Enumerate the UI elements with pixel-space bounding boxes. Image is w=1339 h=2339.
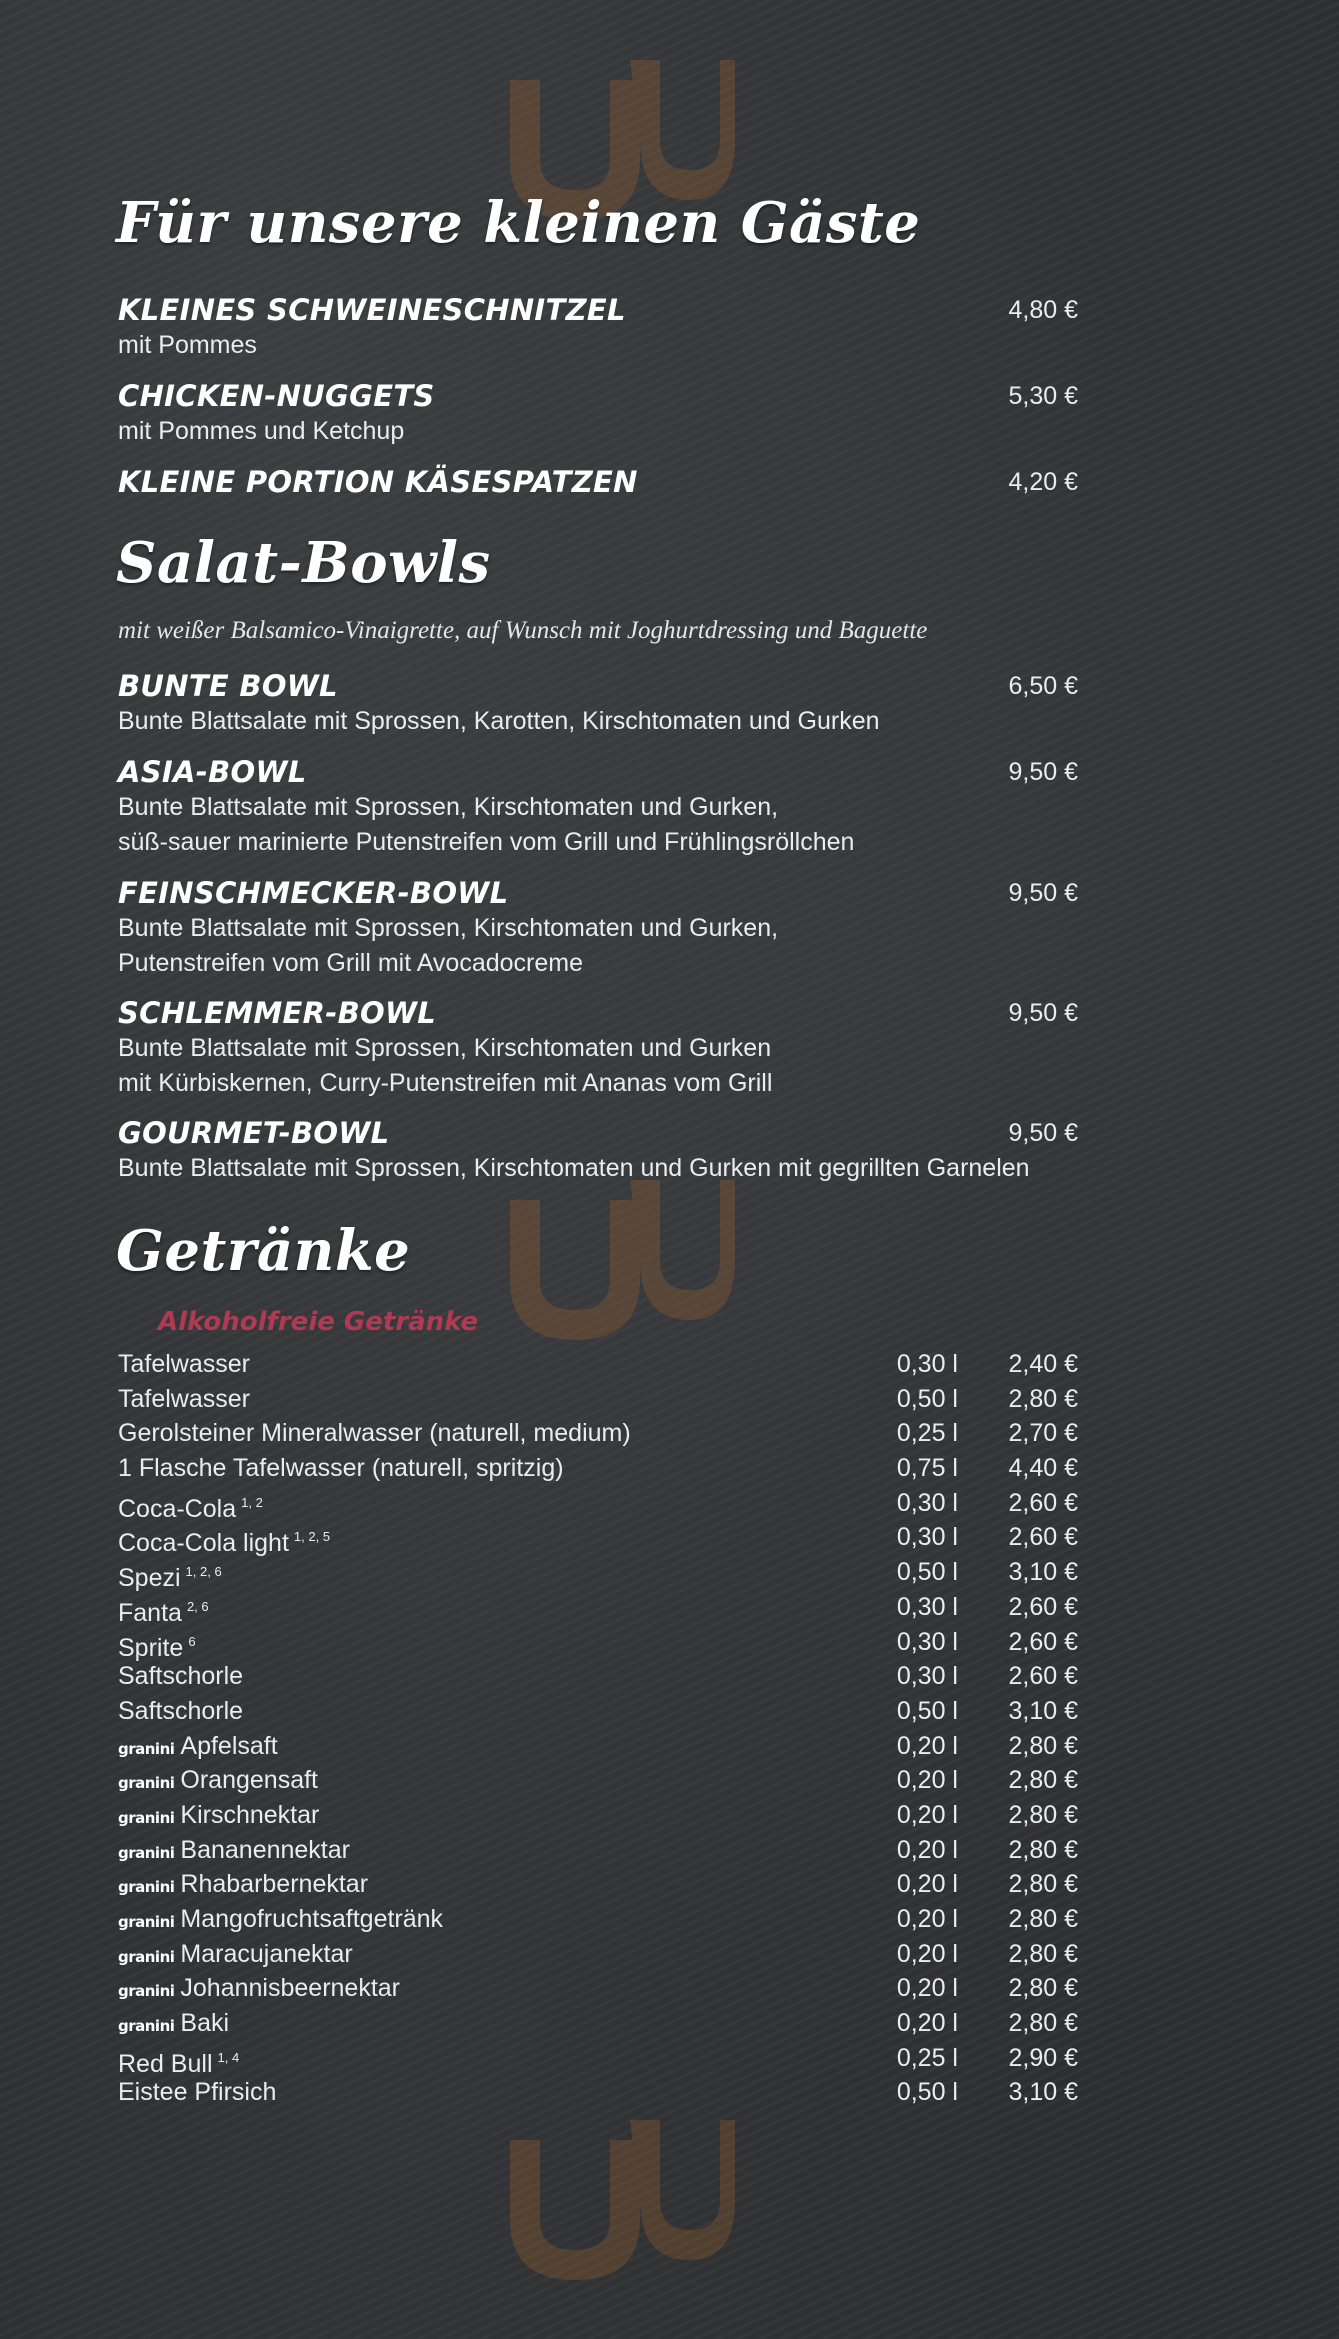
drink-volume: 0,25 l <box>896 2043 958 2072</box>
drink-price: 4,40 € <box>1008 1454 1078 1483</box>
drink-row <box>118 1867 1078 1902</box>
drink-name: Maracujanektar <box>180 1939 353 1968</box>
drink-name: Tafelwasser <box>118 1384 250 1413</box>
menu-item <box>118 464 1078 500</box>
item-name: CHICKEN-NUGGETS <box>118 379 435 413</box>
drink-volume: 0,20 l <box>896 1800 958 1829</box>
allergen-footnote: 1, 2 <box>241 1494 263 1510</box>
item-description: Putenstreifen vom Grill mit Avocadocreme <box>118 949 584 977</box>
item-name: FEINSCHMECKER-BOWL <box>118 876 509 910</box>
item-name: BUNTE BOWL <box>118 669 338 703</box>
item-price: 4,20 € <box>1008 468 1078 496</box>
drink-name: Bananennektar <box>180 1835 350 1864</box>
drink-price: 2,80 € <box>1008 1384 1078 1413</box>
item-price: 5,30 € <box>1008 382 1078 410</box>
drink-price: 2,80 € <box>1008 1905 1078 1933</box>
menu-item <box>118 668 1078 739</box>
drink-name: Mangofruchtsaftgetränk <box>180 1905 444 1933</box>
section-title-drinks: Getränke <box>116 1218 411 1284</box>
drink-price: 2,60 € <box>1008 1627 1078 1656</box>
drink-name: Eistee Pfirsich <box>118 2078 277 2107</box>
drink-price: 2,40 € <box>1008 1350 1078 1378</box>
drink-price: 2,80 € <box>1008 1939 1078 1968</box>
drink-name: Coca-Cola light <box>118 1529 289 1558</box>
item-name: ASIA-BOWL <box>118 755 307 789</box>
drink-name: Saftschorle <box>118 1662 244 1691</box>
drink-price: 2,80 € <box>1008 2009 1078 2038</box>
drink-name: Orangensaft <box>180 1766 318 1795</box>
drink-volume: 0,20 l <box>896 1766 958 1795</box>
drink-name: Coca-Cola <box>118 1494 237 1523</box>
drink-volume: 0,20 l <box>896 1731 958 1760</box>
drink-row <box>118 1833 1078 1868</box>
salads-note: mit weißer Balsamico-Vinaigrette, auf Wunsch mit Joghurtdressing und Baguette <box>118 617 928 644</box>
drink-volume: 0,50 l <box>896 1696 958 1725</box>
drink-name: Fanta <box>118 1598 182 1627</box>
drink-price: 2,60 € <box>1008 1662 1078 1691</box>
item-price: 9,50 € <box>1008 1119 1078 1147</box>
drink-price: 2,80 € <box>1008 1800 1078 1829</box>
drink-price: 2,60 € <box>1008 1592 1078 1621</box>
drink-volume: 0,20 l <box>896 2009 958 2038</box>
granini-brand-icon: granini <box>118 1739 175 1758</box>
allergen-footnote: 1, 2, 6 <box>185 1564 222 1580</box>
drink-price: 2,80 € <box>1008 1835 1078 1864</box>
drink-row <box>118 1555 1078 1593</box>
item-price: 9,50 € <box>1008 758 1078 786</box>
drink-volume: 0,20 l <box>896 1905 958 1933</box>
item-price: 4,80 € <box>1008 296 1078 324</box>
item-name: KLEINE PORTION KÄSESPATZEN <box>118 465 638 499</box>
drink-row <box>118 1347 1078 1382</box>
item-description: Bunte Blattsalate mit Sprossen, Kirschtomaten und Gurken, <box>118 793 779 821</box>
granini-brand-icon: granini <box>118 1982 175 2001</box>
item-description: mit Pommes <box>118 331 257 359</box>
item-description: Bunte Blattsalate mit Sprossen, Kirschtomaten und Gurken <box>118 1034 772 1062</box>
menu-item <box>118 995 1078 1101</box>
drink-price: 3,10 € <box>1008 2078 1078 2107</box>
drink-name: 1 Flasche Tafelwasser (naturell, spritzig) <box>118 1454 564 1483</box>
drink-name: Saftschorle <box>118 1696 244 1725</box>
drink-row <box>118 1763 1078 1798</box>
item-name: KLEINES SCHWEINESCHNITZEL <box>118 293 626 327</box>
drink-row <box>118 2041 1078 2076</box>
menu-item <box>118 754 1078 860</box>
drinks-list <box>118 1347 1078 2110</box>
section-title-salads: Salat-Bowls <box>116 530 491 596</box>
item-name: SCHLEMMER-BOWL <box>118 996 437 1030</box>
drink-row <box>118 1416 1078 1451</box>
drink-row <box>118 1798 1078 1833</box>
item-price: 9,50 € <box>1008 999 1078 1027</box>
drink-volume: 0,30 l <box>896 1662 958 1691</box>
drink-row <box>118 1729 1078 1764</box>
granini-brand-icon: granini <box>118 1808 175 1827</box>
drink-volume: 0,20 l <box>896 1835 958 1864</box>
restaurant-logo-watermark-icon <box>480 2100 740 2300</box>
granini-brand-icon: granini <box>118 1913 175 1931</box>
drink-volume: 0,20 l <box>896 1974 958 2003</box>
drink-price: 2,80 € <box>1008 1731 1078 1760</box>
drink-row <box>118 1451 1078 1486</box>
section-title-kids: Für unsere kleinen Gäste <box>116 190 921 256</box>
drink-row <box>118 1902 1078 1937</box>
drink-volume: 0,50 l <box>896 1384 958 1413</box>
allergen-footnote: 1, 4 <box>217 2049 240 2065</box>
drink-name: Baki <box>180 2009 230 2038</box>
menu-item <box>118 875 1078 981</box>
drink-price: 2,60 € <box>1008 1523 1078 1552</box>
drink-volume: 0,75 l <box>896 1454 958 1483</box>
subheading-non-alcoholic: Alkoholfreie Getränke <box>158 1307 479 1337</box>
granini-brand-icon: granini <box>118 1774 175 1793</box>
drink-name: Apfelsaft <box>180 1731 278 1760</box>
drink-row <box>118 1694 1078 1729</box>
drink-name: Sprite <box>118 1633 184 1662</box>
drink-volume: 0,30 l <box>896 1592 958 1621</box>
drink-volume: 0,20 l <box>896 1939 958 1968</box>
allergen-footnote: 6 <box>188 1633 196 1649</box>
drink-price: 2,80 € <box>1008 1766 1078 1795</box>
drink-row <box>118 1520 1078 1558</box>
drink-volume: 0,30 l <box>896 1350 958 1378</box>
drink-name: Red Bull <box>118 2049 213 2078</box>
drink-volume: 0,30 l <box>896 1488 958 1517</box>
drink-price: 3,10 € <box>1008 1558 1078 1587</box>
drink-name: Rhabarbernektar <box>180 1870 369 1899</box>
drink-row <box>118 1625 1078 1660</box>
item-description: Bunte Blattsalate mit Sprossen, Karotten, Kirschtomaten und Gurken <box>118 707 880 735</box>
item-description: Bunte Blattsalate mit Sprossen, Kirschtomaten und Gurken, <box>118 914 779 942</box>
drink-row <box>118 1382 1078 1417</box>
item-price: 9,50 € <box>1008 879 1078 907</box>
item-description: mit Kürbiskernen, Curry-Putenstreifen mit Ananas vom Grill <box>118 1069 773 1097</box>
item-name: GOURMET-BOWL <box>118 1116 390 1150</box>
drink-name: Johannisbeernektar <box>180 1974 400 2003</box>
drink-price: 3,10 € <box>1008 1696 1078 1725</box>
allergen-footnote: 1, 2, 5 <box>293 1529 331 1545</box>
drink-row <box>118 1659 1078 1694</box>
granini-brand-icon: granini <box>118 1947 175 1966</box>
drink-volume: 0,30 l <box>896 1523 958 1552</box>
drink-volume: 0,50 l <box>896 2078 958 2107</box>
granini-brand-icon: granini <box>118 1878 175 1897</box>
menu-item <box>118 378 1078 449</box>
drink-volume: 0,25 l <box>896 1419 958 1448</box>
drink-price: 2,60 € <box>1008 1488 1078 1517</box>
drink-row <box>118 2006 1078 2041</box>
item-description: mit Pommes und Ketchup <box>118 417 405 445</box>
drink-row <box>118 1971 1078 2006</box>
menu-item <box>118 292 1078 363</box>
item-price: 6,50 € <box>1008 672 1078 700</box>
drink-row <box>118 1937 1078 1972</box>
drink-price: 2,80 € <box>1008 1870 1078 1899</box>
drink-price: 2,90 € <box>1008 2043 1078 2072</box>
drink-row <box>118 1486 1078 1521</box>
drink-volume: 0,30 l <box>896 1627 958 1656</box>
drink-row <box>118 2075 1078 2110</box>
allergen-footnote: 2, 6 <box>186 1598 209 1614</box>
drink-name: Kirschnektar <box>180 1800 320 1829</box>
drink-price: 2,80 € <box>1008 1974 1078 2003</box>
item-description: Bunte Blattsalate mit Sprossen, Kirschtomaten und Gurken mit gegrillten Garnelen <box>118 1154 1030 1182</box>
drink-row <box>118 1590 1078 1625</box>
drink-volume: 0,20 l <box>896 1870 958 1899</box>
drink-volume: 0,50 l <box>896 1558 958 1587</box>
drink-name: Gerolsteiner Mineralwasser (naturell, medium) <box>118 1419 631 1448</box>
restaurant-logo-watermark-icon <box>480 1160 740 1360</box>
drink-price: 2,70 € <box>1008 1419 1078 1448</box>
granini-brand-icon: granini <box>118 1843 175 1862</box>
menu-item <box>118 1115 1078 1186</box>
drink-name: Tafelwasser <box>118 1350 250 1378</box>
item-description: süß-sauer marinierte Putenstreifen vom Grill und Frühlingsröllchen <box>118 828 855 856</box>
granini-brand-icon: granini <box>118 2017 175 2036</box>
drink-name: Spezi <box>118 1564 181 1593</box>
